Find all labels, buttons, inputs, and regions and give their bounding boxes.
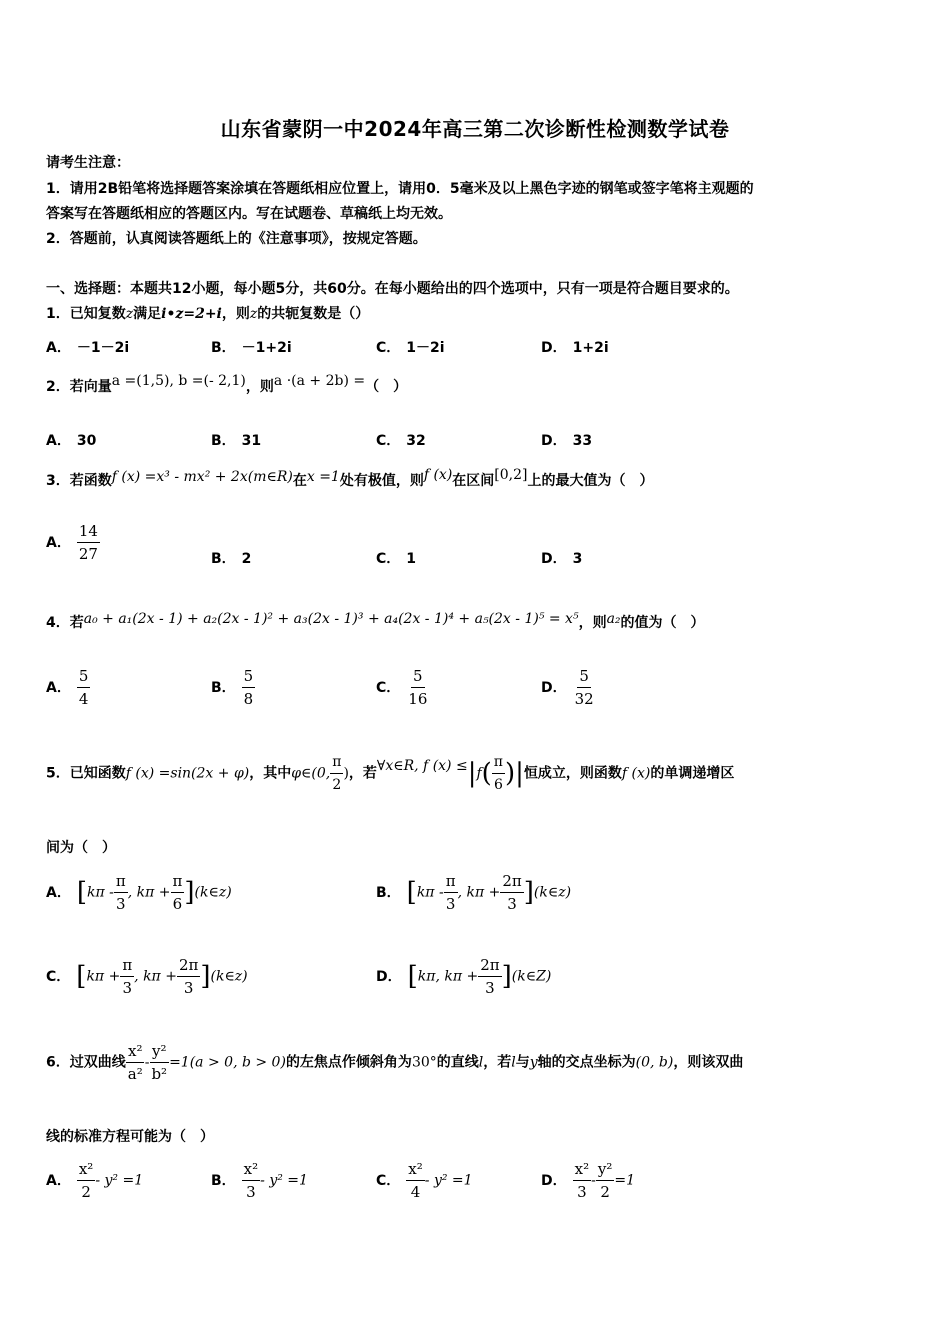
q3-option-c[interactable]: C． 1	[376, 551, 417, 567]
q2-option-b[interactable]: B． 31	[211, 433, 262, 449]
section-heading: 一、选择题：本题共12小题，每小题5分，共60分。在每小题给出的四个选项中，只有一项是符合题目要求的。	[46, 281, 739, 297]
fraction: $\frac{\text{x²}}{3}$	[243, 1160, 259, 1201]
q4-option-d[interactable]: D． $\frac{5}{32}$	[541, 667, 594, 708]
q5-option-c[interactable]: C． [kπ + $\frac{\pi}{3}$ , kπ + $\frac{2\pi}{3}$ ](k∈z)	[46, 956, 248, 997]
q6-option-b[interactable]: B． $\frac{\text{x²}}{3}$ - y² =1	[211, 1160, 308, 1201]
fraction: $\frac{\pi}{6}$	[493, 754, 503, 793]
fraction: $\frac{5}{32}$	[574, 667, 594, 708]
fraction: $\frac{\text{x²}}{\text{a²}}$	[127, 1042, 143, 1083]
q4-option-b[interactable]: B． $\frac{5}{8}$	[211, 667, 254, 708]
q2-option-c[interactable]: C． 32	[376, 433, 426, 449]
page-title: 山东省蒙阴一中2024年高三第二次诊断性检测数学试卷	[220, 117, 730, 141]
question-6-stem: 6．过双曲线 $\frac{\text{x²}}{\text{a²}}$ - $\frac{\text{y²}}{\text{b²}}$ =1(a > 0, b > 0)的左焦点作倾斜角为30°的直线l，若l与y轴的交点坐标为(0, b)，则该双曲	[46, 1042, 744, 1083]
q6-option-a[interactable]: A． $\frac{\text{x²}}{2}$ - y² =1	[46, 1160, 144, 1201]
q1-option-b[interactable]: B． －1+2i	[211, 340, 292, 356]
fraction: $\frac{\pi}{6}$	[172, 872, 183, 913]
fraction: $\frac{5}{4}$	[78, 667, 89, 708]
q3-option-d[interactable]: D． 3	[541, 551, 583, 567]
q1-option-c[interactable]: C． 1－2i	[376, 340, 445, 356]
question-5-stem: 5．已知函数f (x) =sin(2x + φ)，其中φ∈(0, $\frac{\pi}{2}$ )，若∀x∈R, f (x) ≤|f( $\frac{\pi}{6}$ )|恒成立，则函数f (x)的单调递增区	[46, 754, 735, 793]
notice-heading: 请考生注意：	[46, 155, 130, 171]
question-3-stem: 3．若函数f (x) =x³ - mx² + 2x(m∈R)在x =1处有极值，则f (x)在区间[0,2]上的最大值为（ ）	[46, 467, 654, 489]
fraction: $\frac{\pi}{3}$	[115, 872, 126, 913]
fraction: $\frac{2\pi}{3}$	[502, 872, 522, 913]
q6-option-c[interactable]: C． $\frac{\text{x²}}{4}$ - y² =1	[376, 1160, 473, 1201]
fraction: $\frac{\pi}{3}$	[122, 956, 133, 997]
question-2-stem: 2．若向量a =(1,5), b =(- 2,1)，则a ·(a + 2b) =（ ）	[46, 373, 408, 395]
q3-option-b[interactable]: B． 2	[211, 551, 252, 567]
notice-line-3: 2．答题前，认真阅读答题纸上的《注意事项》，按规定答题。	[46, 231, 427, 247]
fraction: $\frac{2\pi}{3}$	[480, 956, 500, 997]
question-6-stem-cont: 线的标准方程可能为（ ）	[46, 1129, 214, 1145]
question-4-stem: 4．若a₀ + a₁(2x - 1) + a₂(2x - 1)² + a₃(2x - 1)³ + a₄(2x - 1)⁴ + a₅(2x - 1)⁵ = x⁵，则a₂的值为（ ）	[46, 611, 705, 631]
fraction: $\frac{\text{y²}}{\text{b²}}$	[151, 1042, 168, 1083]
q2-option-a[interactable]: A． 30	[46, 433, 97, 449]
q5-option-b[interactable]: B． [kπ - $\frac{\pi}{3}$ , kπ + $\frac{2\pi}{3}$ ](k∈z)	[376, 872, 572, 913]
fraction: $\frac{14}{27}$	[78, 522, 98, 563]
q5-option-a[interactable]: A． [kπ - $\frac{\pi}{3}$ , kπ + $\frac{\pi}{6}$ ](k∈z)	[46, 872, 232, 913]
notice-line-2: 答案写在答题纸相应的答题区内。写在试题卷、草稿纸上均无效。	[46, 206, 452, 222]
fraction: $\frac{\text{x²}}{3}$	[574, 1160, 590, 1201]
question-5-stem-cont: 间为（ ）	[46, 840, 116, 856]
q3-option-a[interactable]: A． $\frac{14}{27}$	[46, 522, 98, 563]
q4-option-a[interactable]: A． $\frac{5}{4}$	[46, 667, 89, 708]
q1-option-a[interactable]: A． －1－2i	[46, 340, 130, 356]
fraction: $\frac{5}{8}$	[243, 667, 254, 708]
fraction: $\frac{2\pi}{3}$	[178, 956, 199, 997]
fraction: $\frac{5}{16}$	[408, 667, 428, 708]
fraction: $\frac{\pi}{3}$	[445, 872, 456, 913]
q5-option-d[interactable]: D． [kπ, kπ + $\frac{2\pi}{3}$ ](k∈Z)	[376, 956, 552, 997]
q4-option-c[interactable]: C． $\frac{5}{16}$	[376, 667, 428, 708]
q6-option-d[interactable]: D． $\frac{\text{x²}}{3}$ - $\frac{\text{y²}}{2}$ =1	[541, 1160, 635, 1201]
fraction: $\frac{\text{x²}}{2}$	[78, 1160, 94, 1201]
fraction: $\frac{\pi}{2}$	[332, 754, 342, 793]
q2-option-d[interactable]: D． 33	[541, 433, 593, 449]
q1-option-d[interactable]: D． 1+2i	[541, 340, 609, 356]
fraction: $\frac{\text{y²}}{2}$	[597, 1160, 613, 1201]
question-1-stem: 1．已知复数z满足i•z=2+i，则z的共轭复数是（）	[46, 306, 370, 322]
fraction: $\frac{\text{x²}}{4}$	[408, 1160, 423, 1201]
notice-line-1: 1．请用2B铅笔将选择题答案涂填在答题纸相应位置上，请用0．5毫米及以上黑色字迹的钢笔或签字笔将主观题的	[46, 181, 754, 197]
